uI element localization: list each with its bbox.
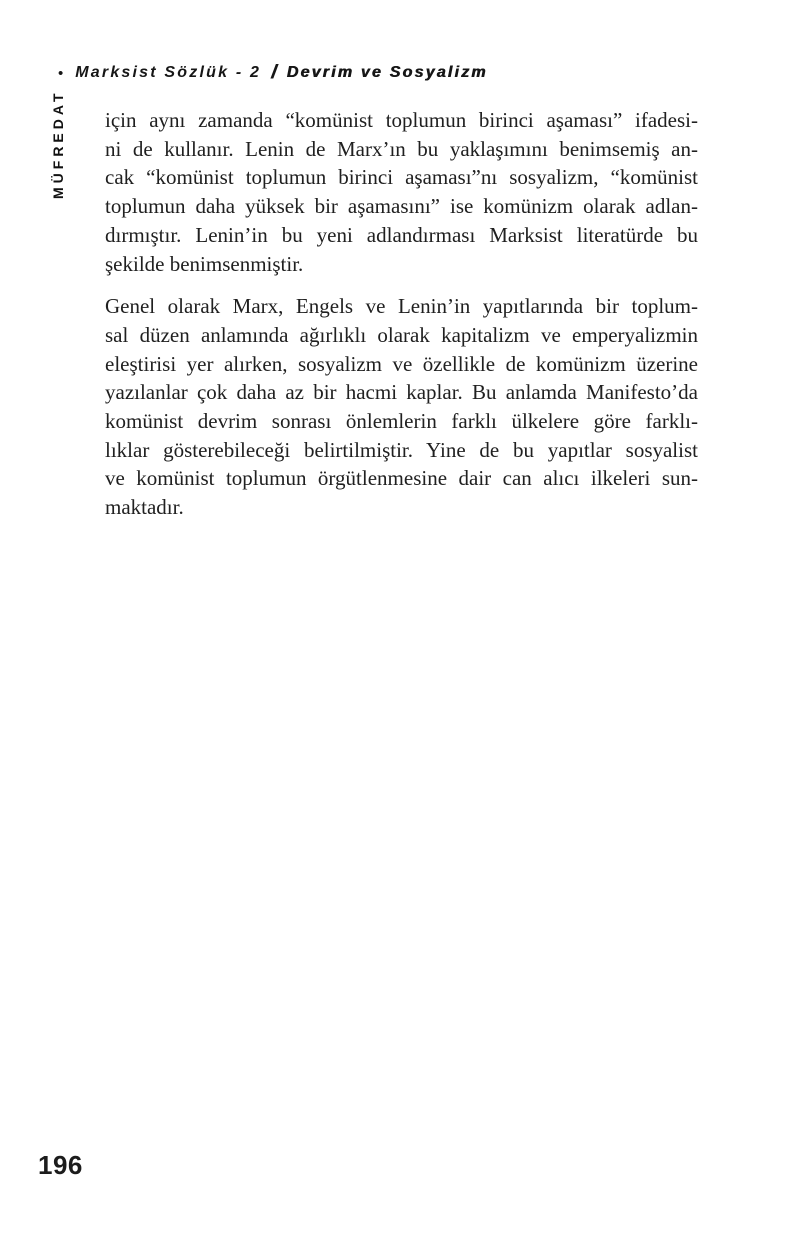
title-separator: /	[271, 62, 279, 83]
text-line: cak “komünist toplumun birinci aşaması”nı sosyalizm, “komünist	[105, 165, 698, 190]
text-line: Genel olarak Marx, Engels ve Lenin’in yapıtlarında bir toplum-	[105, 294, 698, 319]
paragraph	[105, 106, 698, 278]
text-line: yazılanlar çok daha az bir hacmi kaplar. Bu anlamda Manifesto’da	[105, 380, 698, 405]
text-line: için aynı zamanda “komünist toplumun birinci aşaması” ifadesi-	[105, 108, 698, 132]
text-line: maktadır.	[105, 495, 184, 520]
running-header	[58, 62, 488, 84]
text-line: şekilde benimsenmiştir.	[105, 251, 304, 276]
text-line: ve komünist toplumun örgütlenmesine dair can alıcı ilkeleri sun-	[105, 466, 698, 491]
text-line: lıklar gösterebileceği belirtilmiştir. Yine de bu yapıtlar sosyalist	[105, 437, 698, 462]
text-line: sal düzen anlamında ağırlıklı olarak kapitalizm ve emperyalizmin	[105, 322, 698, 347]
text-line: eleştirisi yer alırken, sosyalizm ve özellikle de komünizm üzerine	[105, 351, 698, 376]
body-text	[105, 106, 698, 536]
page-number: 196	[38, 1150, 83, 1180]
paragraph	[105, 292, 698, 522]
text-line: dırmıştır. Lenin’in bu yeni adlandırması Marksist literatürde bu	[105, 222, 698, 247]
bullet-icon: •	[58, 64, 64, 82]
text-line: komünist devrim sonrası önlemlerin farklı ülkelere göre farklı-	[105, 409, 698, 434]
text-line: toplumun daha yüksek bir aşamasını” ise komünizm olarak adlan-	[105, 194, 698, 219]
margin-label-mufredat: MÜFREDAT	[50, 89, 66, 199]
text-line: ni de kullanır. Lenin de Marx’ın bu yaklaşımını benimsemiş an-	[105, 136, 698, 161]
book-title: Devrim ve Sosyalizm	[286, 64, 488, 81]
series-title: Marksist Sözlük - 2	[75, 64, 262, 81]
